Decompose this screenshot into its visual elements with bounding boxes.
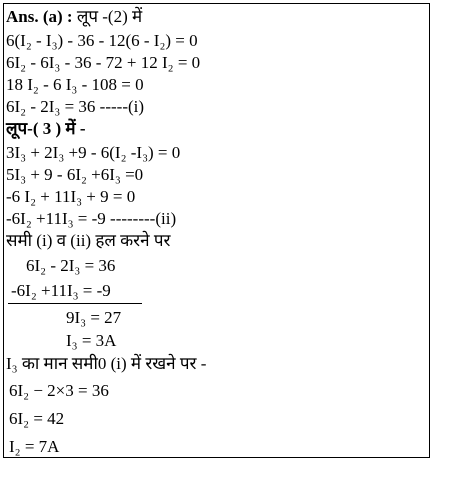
- result-eq-2: 6I₂ = 42: [9, 409, 65, 428]
- loop3-heading: लूप-( 3 ) में -: [6, 119, 86, 138]
- equation-6: 5I₃ + 9 - 6I₂ +6I₃ =0: [6, 165, 144, 184]
- loop2-label: लूप -(2) में: [72, 7, 143, 26]
- system-eq-2: -6I₂ +11I₃ = -9: [11, 281, 111, 300]
- result-eq-1: 6I₂ − 2×3 = 36: [9, 381, 109, 400]
- equation-1: 6(I₂ - I₃) - 36 - 12(6 - I₂) = 0: [6, 31, 198, 50]
- system-eq-1: 6I₂ - 2I₃ = 36: [26, 256, 116, 275]
- answer-label: Ans. (a) :: [6, 7, 73, 26]
- equation-2: 6I₂ - 6I₃ - 36 - 72 + 12 I₂ = 0: [6, 53, 201, 72]
- result-eq-3: I₂ = 7A: [9, 437, 60, 456]
- substitution-note: I₃ का मान समी0 (i) में रखने पर -: [6, 354, 207, 373]
- sum-result-1: 9I₃ = 27: [66, 308, 122, 327]
- equation-3: 18 I₂ - 6 I₃ - 108 = 0: [6, 75, 144, 94]
- sum-result-2: I₃ = 3A: [66, 331, 117, 350]
- equation-7: -6 I₂ + 11I₃ + 9 = 0: [6, 187, 136, 206]
- solve-instruction: समी (i) व (ii) हल करने पर: [6, 231, 171, 250]
- answer-header: [6, 7, 142, 27]
- sum-rule-line: [8, 303, 142, 304]
- equation-4: 6I₂ - 2I₃ = 36 -----(i): [6, 97, 145, 116]
- equation-5: 3I₃ + 2I₃ +9 - 6(I₂ -I₃) = 0: [6, 143, 181, 162]
- equation-8: -6I₂ +11I₃ = -9 --------(ii): [6, 209, 177, 228]
